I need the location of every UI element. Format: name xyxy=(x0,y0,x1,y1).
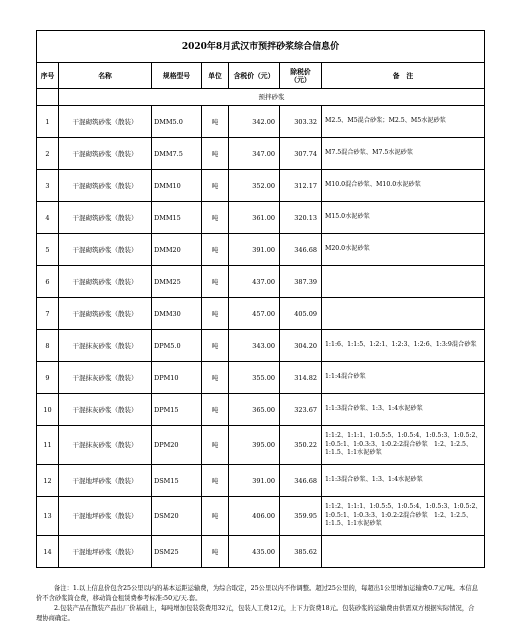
cell-tax-incl: 437.00 xyxy=(229,266,280,298)
header-tax-incl: 含税价（元） xyxy=(229,63,280,89)
table-row xyxy=(37,298,485,330)
header-remark: 备 注 xyxy=(322,63,485,89)
header-tax-excl: 除税价（元） xyxy=(280,63,322,89)
cell-name: 干混抹灰砂浆（散装） xyxy=(59,394,152,426)
cell-tax-incl: 406.00 xyxy=(229,497,280,536)
cell-name: 干混砌筑砂浆（散装） xyxy=(59,298,152,330)
table-row xyxy=(37,202,485,234)
cell-tax-excl: 359.95 xyxy=(280,497,322,536)
cell-unit: 吨 xyxy=(202,536,229,568)
table-row xyxy=(37,426,485,465)
section-row xyxy=(37,89,485,106)
cell-no: 3 xyxy=(37,170,59,202)
cell-tax-excl: 346.68 xyxy=(280,234,322,266)
cell-no: 4 xyxy=(37,202,59,234)
cell-spec: DMM30 xyxy=(152,298,202,330)
cell-unit: 吨 xyxy=(202,362,229,394)
table-row xyxy=(37,465,485,497)
cell-tax-excl: 312.17 xyxy=(280,170,322,202)
cell-spec: DPM20 xyxy=(152,426,202,465)
cell-name: 干混地坪砂浆（散装） xyxy=(59,497,152,536)
section-label: 预拌砂浆 xyxy=(59,89,485,106)
cell-no: 7 xyxy=(37,298,59,330)
cell-spec: DMM5.0 xyxy=(152,106,202,138)
cell-tax-incl: 352.00 xyxy=(229,170,280,202)
cell-no: 14 xyxy=(37,536,59,568)
cell-unit: 吨 xyxy=(202,298,229,330)
cell-no: 13 xyxy=(37,497,59,536)
note-1: 备注：1.以上信息价包含25公里以内的基本运距运输费，为综合取定，25公里以内不作调整。超过25公里的，每超出1公里增加运输费0.7元/吨。本信息价不含砂浆筒仓费，移动筒仓租赁费参考标准:50元/天.套。 xyxy=(36,585,478,602)
cell-tax-incl: 342.00 xyxy=(229,106,280,138)
cell-name: 干混砌筑砂浆（散装） xyxy=(59,106,152,138)
header-spec: 规格型号 xyxy=(152,63,202,89)
cell-remark: 1:1:3混合砂浆、1:3、1:4水泥砂浆 xyxy=(322,465,485,497)
header-unit: 单位 xyxy=(202,63,229,89)
cell-name: 干混抹灰砂浆（散装） xyxy=(59,362,152,394)
cell-tax-incl: 391.00 xyxy=(229,234,280,266)
cell-remark: 1:1:3混合砂浆、1:3、1:4水泥砂浆 xyxy=(322,394,485,426)
cell-tax-incl: 391.00 xyxy=(229,465,280,497)
cell-spec: DMM7.5 xyxy=(152,138,202,170)
cell-spec: DMM25 xyxy=(152,266,202,298)
cell-tax-incl: 457.00 xyxy=(229,298,280,330)
table-row xyxy=(37,170,485,202)
cell-unit: 吨 xyxy=(202,330,229,362)
cell-name: 干混砌筑砂浆（散装） xyxy=(59,234,152,266)
cell-remark: 1:1:2、1:1:1、1:0.5:5、1:0.5:4、1:0.5:3、1:0.5:2、1:0.5:1、1:0.3:3、1:0.2:2混合砂浆 1:2、1:2.5、1:1.5、1:1水泥砂浆 xyxy=(322,497,485,536)
cell-tax-incl: 347.00 xyxy=(229,138,280,170)
cell-remark: M15.0水泥砂浆 xyxy=(322,202,485,234)
cell-tax-excl: 323.67 xyxy=(280,394,322,426)
table-row xyxy=(37,330,485,362)
cell-spec: DSM20 xyxy=(152,497,202,536)
cell-tax-excl: 387.39 xyxy=(280,266,322,298)
cell-name: 干混砌筑砂浆（散装） xyxy=(59,170,152,202)
cell-unit: 吨 xyxy=(202,497,229,536)
header-no: 序号 xyxy=(37,63,59,89)
cell-spec: DPM5.0 xyxy=(152,330,202,362)
cell-no: 8 xyxy=(37,330,59,362)
cell-name: 干混地坪砂浆（散装） xyxy=(59,536,152,568)
table-row xyxy=(37,266,485,298)
cell-no: 6 xyxy=(37,266,59,298)
cell-spec: DPM15 xyxy=(152,394,202,426)
cell-name: 干混砌筑砂浆（散装） xyxy=(59,202,152,234)
cell-spec: DMM15 xyxy=(152,202,202,234)
cell-unit: 吨 xyxy=(202,465,229,497)
cell-spec: DPM10 xyxy=(152,362,202,394)
cell-unit: 吨 xyxy=(202,266,229,298)
notes xyxy=(36,584,480,624)
cell-remark: 1:1:6、1:1:5、1:2:1、1:2:3、1:2:6、1:3:9混合砂浆 xyxy=(322,330,485,362)
cell-no: 10 xyxy=(37,394,59,426)
table-header-row xyxy=(37,63,485,89)
cell-name: 干混抹灰砂浆（散装） xyxy=(59,426,152,465)
cell-tax-excl: 320.13 xyxy=(280,202,322,234)
page-title: 2020年8月武汉市预拌砂浆综合信息价 xyxy=(37,31,485,63)
cell-tax-excl: 405.09 xyxy=(280,298,322,330)
cell-remark: 1:1:2、1:1:1、1:0.5:5、1:0.5:4、1:0.5:3、1:0.5:2、1:0.5:1、1:0.3:3、1:0.2:2混合砂浆 1:2、1:2.5、1:1.5、1:1水泥砂浆 xyxy=(322,426,485,465)
cell-tax-incl: 343.00 xyxy=(229,330,280,362)
cell-spec: DSM25 xyxy=(152,536,202,568)
cell-remark: M2.5、M5混合砂浆；M2.5、M5水泥砂浆 xyxy=(322,106,485,138)
cell-no: 2 xyxy=(37,138,59,170)
cell-remark: M20.0水泥砂浆 xyxy=(322,234,485,266)
cell-tax-incl: 395.00 xyxy=(229,426,280,465)
cell-tax-excl: 304.20 xyxy=(280,330,322,362)
cell-tax-excl: 307.74 xyxy=(280,138,322,170)
price-table xyxy=(36,30,485,568)
table-row xyxy=(37,497,485,536)
cell-remark xyxy=(322,298,485,330)
cell-unit: 吨 xyxy=(202,202,229,234)
cell-tax-excl: 346.68 xyxy=(280,465,322,497)
cell-tax-excl: 314.82 xyxy=(280,362,322,394)
cell-name: 干混砌筑砂浆（散装） xyxy=(59,266,152,298)
cell-no: 11 xyxy=(37,426,59,465)
cell-remark: M10.0混合砂浆、M10.0水泥砂浆 xyxy=(322,170,485,202)
cell-unit: 吨 xyxy=(202,234,229,266)
cell-unit: 吨 xyxy=(202,138,229,170)
table-row xyxy=(37,362,485,394)
cell-no: 5 xyxy=(37,234,59,266)
cell-unit: 吨 xyxy=(202,394,229,426)
cell-tax-incl: 365.00 xyxy=(229,394,280,426)
price-sheet xyxy=(36,30,484,568)
cell-remark xyxy=(322,536,485,568)
cell-no: 1 xyxy=(37,106,59,138)
table-row xyxy=(37,234,485,266)
cell-name: 干混抹灰砂浆（散装） xyxy=(59,330,152,362)
table-row xyxy=(37,106,485,138)
table-row xyxy=(37,138,485,170)
cell-spec: DSM15 xyxy=(152,465,202,497)
cell-remark: M7.5混合砂浆、M7.5水泥砂浆 xyxy=(322,138,485,170)
cell-name: 干混地坪砂浆（散装） xyxy=(59,465,152,497)
cell-unit: 吨 xyxy=(202,106,229,138)
cell-unit: 吨 xyxy=(202,426,229,465)
cell-spec: DMM20 xyxy=(152,234,202,266)
cell-tax-excl: 350.22 xyxy=(280,426,322,465)
table-row xyxy=(37,536,485,568)
cell-spec: DMM10 xyxy=(152,170,202,202)
cell-remark: 1:1:4混合砂浆 xyxy=(322,362,485,394)
cell-unit: 吨 xyxy=(202,170,229,202)
cell-no: 12 xyxy=(37,465,59,497)
cell-no: 9 xyxy=(37,362,59,394)
cell-tax-incl: 361.00 xyxy=(229,202,280,234)
cell-tax-incl: 355.00 xyxy=(229,362,280,394)
cell-tax-excl: 303.32 xyxy=(280,106,322,138)
cell-tax-excl: 385.62 xyxy=(280,536,322,568)
table-row xyxy=(37,394,485,426)
note-2: 2.包装产品在散装产品出厂价基础上，每吨增加包装袋费用32元，包装人工费12元，上下力资费18元。包装砂浆的运输费由供需双方根据实际情况，合理协商确定。 xyxy=(36,605,475,622)
cell-remark xyxy=(322,266,485,298)
header-name: 名称 xyxy=(59,63,152,89)
cell-name: 干混砌筑砂浆（散装） xyxy=(59,138,152,170)
cell-tax-incl: 435.00 xyxy=(229,536,280,568)
